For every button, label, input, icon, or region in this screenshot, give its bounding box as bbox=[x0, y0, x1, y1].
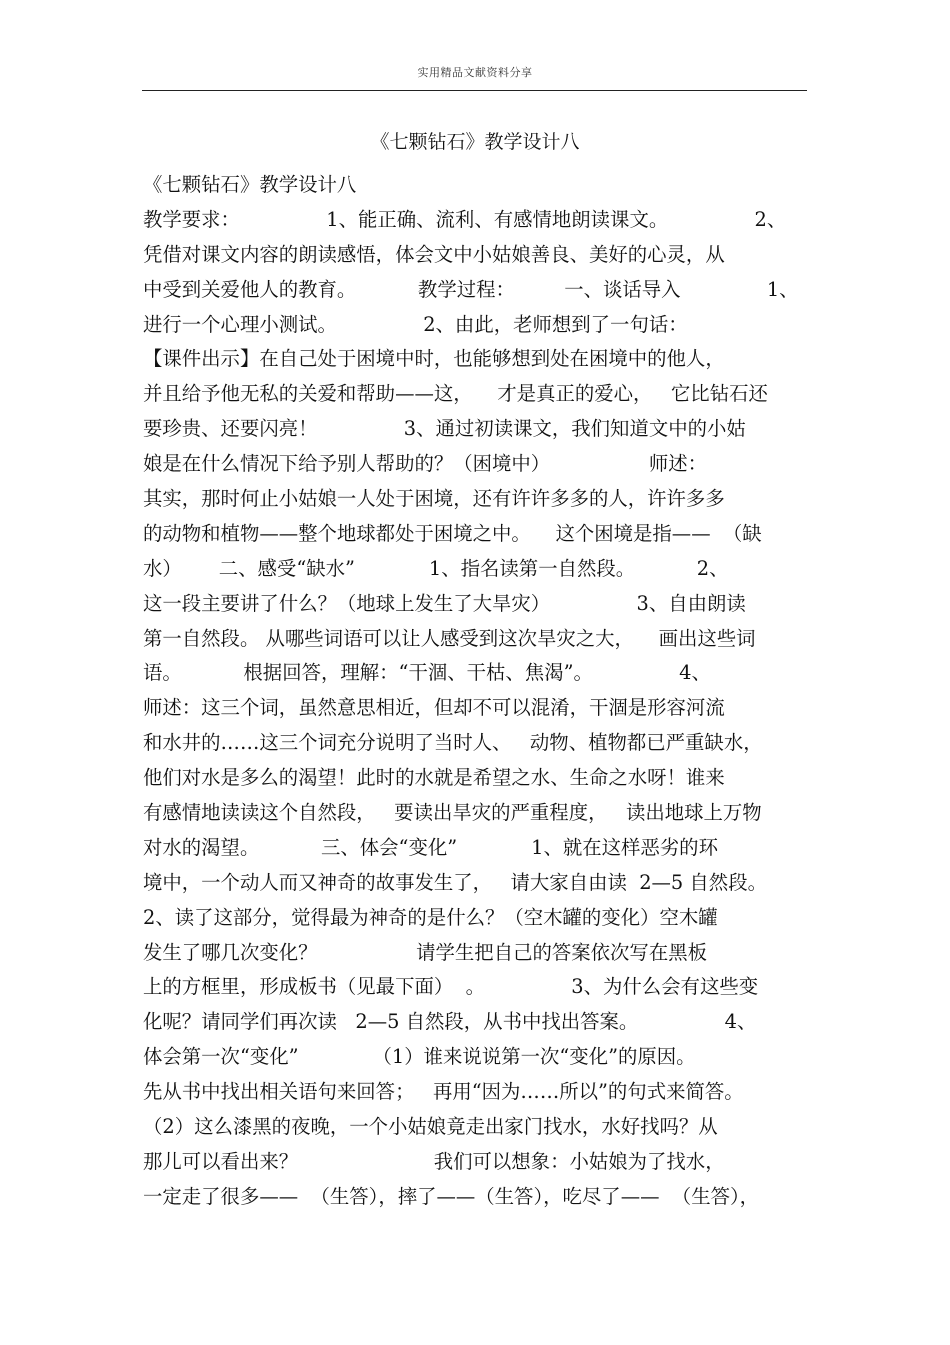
body-line: 先从书中找出相关语句来回答； 再用“因为……所以”的句式来简答。 bbox=[143, 1080, 744, 1104]
body-line: 化呢？请同学们再次读 2—5 自然段，从书中找出答案。 4、 bbox=[143, 1010, 757, 1034]
body-line: 进行一个心理小测试。 2、由此，老师想到了一句话： bbox=[143, 312, 688, 336]
body-line: 中受到关爱他人的教育。 教学过程： 一、谈话导入 1、 bbox=[143, 277, 799, 301]
body-line: 第一自然段。 从哪些词语可以让人感受到这次旱灾之大， 画出这些词 bbox=[143, 626, 756, 650]
body-line: 他们对水是多么的渴望！此时的水就是希望之水、生命之水呀！谁来 bbox=[143, 766, 725, 790]
body-line: 凭借对课文内容的朗读感悟，体会文中小姑娘善良、美好的心灵，从 bbox=[143, 242, 725, 266]
body-line: 一定走了很多—— （生答），摔了——（生答），吃尽了—— （生答）， bbox=[143, 1184, 760, 1208]
body-line: 其实，那时何止小姑娘一人处于困境，还有许许多多的人，许许多多 bbox=[143, 487, 725, 511]
body-line: 师述：这三个词，虽然意思相近，但却不可以混淆，干涸是形容河流 bbox=[143, 696, 725, 720]
body-line: 娘是在什么情况下给予别人帮助的？（困境中） 师述： bbox=[143, 452, 707, 476]
header-rule bbox=[142, 90, 807, 91]
document-body bbox=[143, 168, 823, 1215]
body-line: 上的方框里，形成板书（见最下面） 。 3、为什么会有这些变 bbox=[143, 975, 759, 999]
body-line: 那儿可以看出来？ 我们可以想象：小姑娘为了找水， bbox=[143, 1149, 725, 1173]
body-line: 教学要求： 1、能正确、流利、有感情地朗读课文。 2、 bbox=[143, 207, 787, 231]
body-line: （2）这么漆黑的夜晚，一个小姑娘竟走出家门找水，水好找吗？从 bbox=[143, 1115, 718, 1139]
body-line: 语。 根据回答，理解：“干涸、干枯、焦渴”。 4、 bbox=[143, 661, 711, 685]
body-line: 【课件出示】在自己处于困境中时，也能够想到处在困境中的他人， bbox=[143, 347, 725, 371]
body-line: 要珍贵、还要闪亮！ 3、通过初读课文，我们知道文中的小姑 bbox=[143, 417, 746, 441]
body-line: 发生了哪几次变化？ 请学生把自己的答案依次写在黑板 bbox=[143, 940, 707, 964]
body-line: 水） 二、感受“缺水” 1、指名读第一自然段。 2、 bbox=[143, 556, 729, 580]
body-line: 《七颗钻石》教学设计八 bbox=[143, 173, 357, 196]
body-line: 体会第一次“变化” （1）谁来说说第一次“变化”的原因。 bbox=[143, 1045, 696, 1069]
body-line: 和水井的……这三个词充分说明了当时人、 动物、植物都已严重缺水， bbox=[143, 731, 763, 755]
page-header: 实用精品文献资料分享 bbox=[417, 66, 533, 79]
body-line: 的动物和植物——整个地球都处于困境之中。 这个困境是指—— （缺 bbox=[143, 521, 762, 545]
document-title: 《七颗钻石》教学设计八 bbox=[370, 131, 580, 153]
body-line: 2、读了这部分，觉得最为神奇的是什么？（空木罐的变化）空木罐 bbox=[143, 905, 718, 929]
body-line: 对水的渴望。 三、体会“变化” 1、就在这样恶劣的环 bbox=[143, 835, 718, 859]
body-line: 有感情地读读这个自然段， 要读出旱灾的严重程度， 读出地球上万物 bbox=[143, 801, 762, 825]
body-line: 并且给予他无私的关爱和帮助——这， 才是真正的爱心， 它比钻石还 bbox=[143, 382, 768, 406]
body-line: 境中，一个动人而又神奇的故事发生了， 请大家自由读 2—5 自然段。 bbox=[143, 870, 767, 894]
body-line: 这一段主要讲了什么？（地球上发生了大旱灾） 3、自由朗读 bbox=[143, 591, 746, 615]
